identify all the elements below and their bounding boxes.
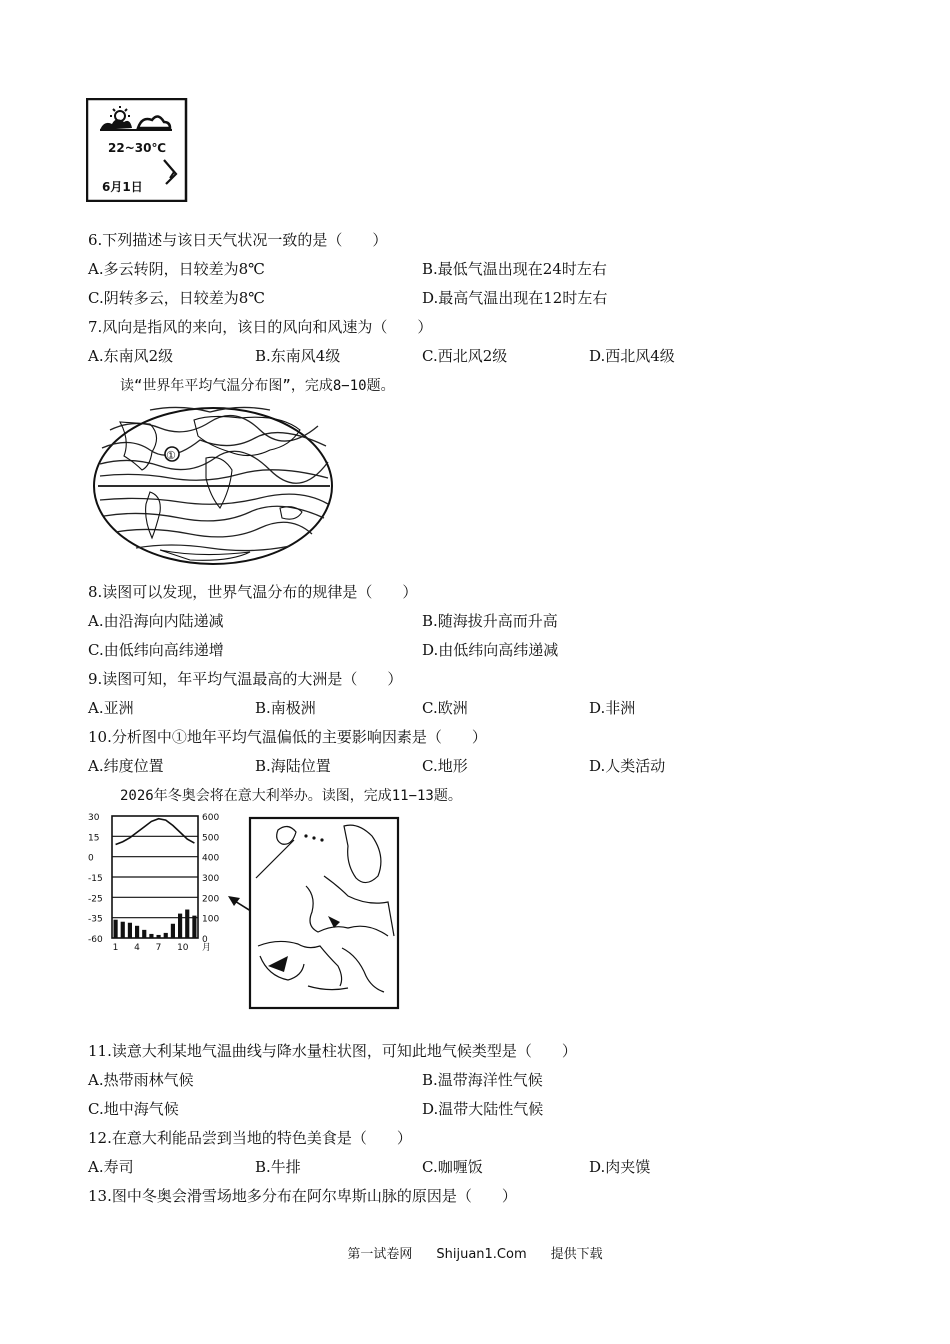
q10-question: 10.分析图中①地年平均气温偏低的主要影响因素是（ ） (88, 728, 487, 746)
precipitation-bar (164, 933, 168, 938)
q7-question: 7.风向是指风的来向，该日的风向和风速为（ ） (88, 318, 433, 336)
q11-option-c: C.地中海气候 (88, 1100, 179, 1118)
europe-map (248, 816, 400, 1010)
precipitation-bar (157, 935, 161, 938)
precip-axis-tick: 500 (202, 833, 220, 844)
precipitation-bar (171, 924, 175, 938)
q7-option-a: A.东南风2级 (88, 347, 174, 365)
weather-card (86, 98, 188, 202)
q11-question: 11.读意大利某地气温曲线与降水量柱状图，可知此地气候类型是（ ） (88, 1042, 577, 1060)
precipitation-bar (142, 930, 146, 938)
q7-option-b: B.东南风4级 (255, 347, 341, 365)
temp-axis-tick: -25 (88, 894, 103, 905)
q7-option-d: D.西北风4级 (589, 347, 675, 365)
q6-option-c: C.阴转多云，日较差为8℃ (88, 289, 266, 307)
date-label: 6月1日 (102, 180, 143, 194)
precip-axis-tick: 600 (202, 813, 220, 823)
footer-domain[interactable]: Shijuan1.Com (436, 1247, 527, 1262)
q10-option-b: B.海陆位置 (255, 757, 331, 775)
footer-site: 第一试卷网 (347, 1247, 413, 1262)
temp-axis-tick: -35 (88, 914, 103, 925)
q10-option-c: C.地形 (422, 757, 468, 775)
q9-option-c: C.欧洲 (422, 699, 468, 717)
intro-8-10: 读“世界年平均气温分布图”，完成8−10题。 (120, 378, 395, 394)
q13-question: 13.图中冬奥会滑雪场地多分布在阿尔卑斯山脉的原因是（ ） (88, 1187, 517, 1205)
q8-question: 8.读图可以发现，世界气温分布的规律是（ ） (88, 583, 418, 601)
q11-option-a: A.热带雨林气候 (88, 1071, 194, 1089)
climate-chart (86, 812, 234, 956)
q12-question: 12.在意大利能品尝到当地的特色美食是（ ） (88, 1129, 412, 1147)
q10-option-a: A.纬度位置 (88, 757, 164, 775)
temp-axis-tick: 0 (88, 853, 94, 864)
month-tick: 4 (134, 943, 140, 953)
q12-option-a: A.寿司 (88, 1158, 134, 1176)
world-isotherm-map (90, 400, 336, 568)
map-marker-1: ① (166, 449, 176, 462)
q10-option-d: D.人类活动 (589, 757, 666, 775)
q8-option-d: D.由低纬向高纬递减 (422, 641, 559, 659)
q8-option-c: C.由低纬向高纬递增 (88, 641, 224, 659)
precipitation-bar (185, 910, 189, 938)
precip-axis-tick: 400 (202, 853, 220, 864)
precipitation-bar (114, 920, 118, 938)
precip-axis-tick: 300 (202, 874, 220, 884)
q7-option-c: C.西北风2级 (422, 347, 508, 365)
q12-option-b: B.牛排 (255, 1158, 301, 1176)
month-tick: 10 (177, 943, 189, 953)
q8-option-a: A.由沿海向内陆递减 (88, 612, 224, 630)
q6-question: 6.下列描述与该日天气状况一致的是（ ） (88, 231, 388, 249)
precip-axis-tick: 0 (202, 935, 208, 945)
temp-range: 22~30℃ (108, 141, 166, 155)
q9-option-a: A.亚洲 (88, 699, 134, 717)
q12-option-d: D.肉夹馍 (589, 1158, 651, 1176)
q11-option-b: B.温带海洋性气候 (422, 1071, 543, 1089)
precip-axis-tick: 200 (202, 894, 220, 905)
precip-axis-tick: 100 (202, 914, 220, 925)
precipitation-bar (192, 916, 196, 938)
q6-option-b: B.最低气温出现在24时左右 (422, 260, 607, 278)
precipitation-bar (121, 922, 125, 938)
precipitation-bar (128, 923, 132, 938)
q11-option-d: D.温带大陆性气候 (422, 1100, 544, 1118)
q9-question: 9.读图可知，年平均气温最高的大洲是（ ） (88, 670, 403, 688)
precipitation-bar (135, 926, 139, 938)
temp-axis-tick: 15 (88, 833, 100, 844)
q8-option-b: B.随海拔升高而升高 (422, 612, 558, 630)
month-tick: 7 (155, 943, 162, 953)
precipitation-bar (178, 914, 182, 938)
month-tick: 1 (112, 943, 119, 953)
q6-option-d: D.最高气温出现在12时左右 (422, 289, 608, 307)
month-unit: 月 (202, 943, 212, 953)
temp-axis-tick: -15 (88, 874, 103, 884)
q12-option-c: C.咖喱饭 (422, 1158, 483, 1176)
q6-option-a: A.多云转阴，日较差为8℃ (88, 260, 265, 278)
intro-11-13: 2026年冬奥会将在意大利举办。读图，完成11−13题。 (120, 788, 462, 804)
footer-note: 提供下载 (550, 1247, 603, 1262)
precipitation-bar (149, 934, 153, 938)
page-footer (0, 1246, 950, 1264)
q9-option-d: D.非洲 (589, 699, 636, 717)
temp-axis-tick: -60 (88, 935, 103, 945)
q9-option-b: B.南极洲 (255, 699, 316, 717)
temp-axis-tick: 30 (88, 813, 100, 823)
